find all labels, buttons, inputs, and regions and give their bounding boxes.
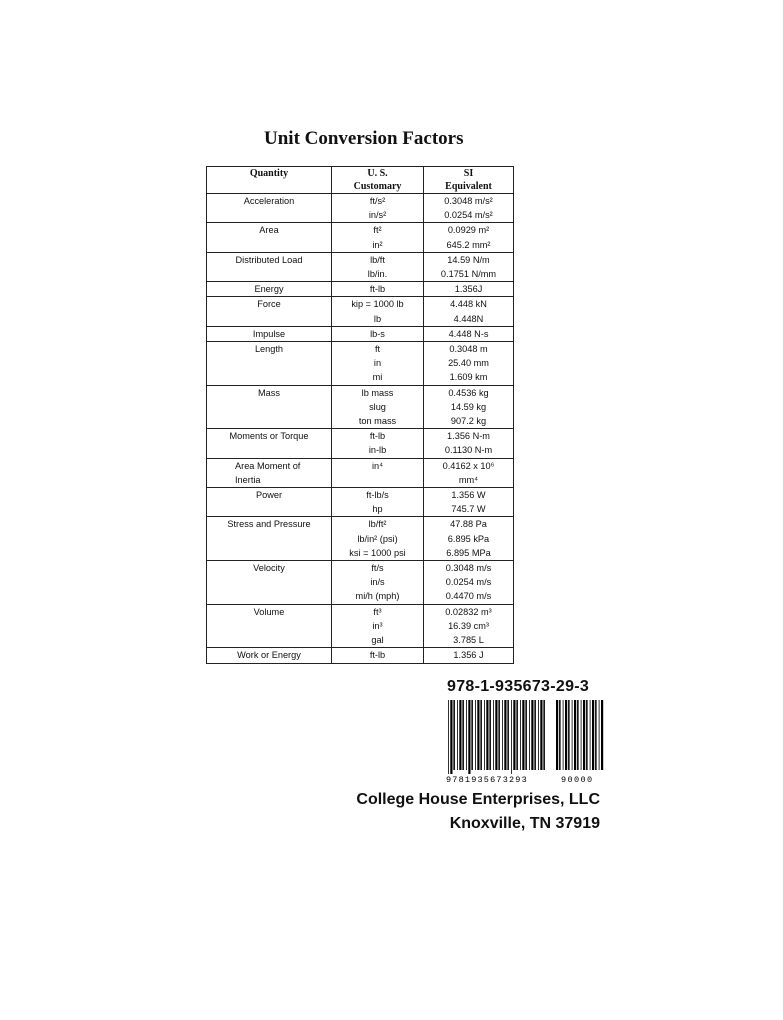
barcode-bar xyxy=(450,700,452,774)
header-us-line2: Customary xyxy=(353,181,402,192)
cell-us-customary-line: gal xyxy=(371,635,384,646)
cell-us-customary-line: ft-lb/s xyxy=(366,490,389,501)
cell-us-customary xyxy=(332,282,424,297)
cell-si-equivalent-line: 6.895 kPa xyxy=(447,533,490,544)
barcode-bar xyxy=(504,700,506,770)
cell-si-equivalent xyxy=(424,194,514,223)
cell-quantity-line: Stress and Pressure xyxy=(227,519,311,530)
barcode-bar xyxy=(516,700,518,770)
barcode-bar xyxy=(511,700,512,774)
table-row xyxy=(207,342,514,386)
barcode-bar xyxy=(495,700,497,770)
cell-us-customary xyxy=(332,648,424,663)
barcode-bar xyxy=(538,700,539,770)
cell-si-equivalent-line: 0.1751 N/mm xyxy=(440,269,497,280)
cell-us-customary-line: in-lb xyxy=(368,445,387,456)
cell-quantity-line: Inertia xyxy=(235,474,261,485)
barcode-digits-addon: 90000 xyxy=(561,775,594,784)
cell-us-customary-line: in² xyxy=(372,239,383,250)
cell-si-equivalent xyxy=(424,252,514,281)
barcode-bar xyxy=(574,700,576,770)
cell-quantity xyxy=(207,648,332,663)
cell-quantity-line: Area Moment of xyxy=(235,460,301,471)
barcode-bar xyxy=(581,700,582,770)
cell-us-customary-line: ft/s xyxy=(371,563,384,574)
cell-quantity xyxy=(207,604,332,648)
cell-si-equivalent xyxy=(424,561,514,605)
cell-quantity xyxy=(207,223,332,252)
header-si-line1: SI xyxy=(463,168,474,179)
table-row xyxy=(207,297,514,326)
barcode-bar xyxy=(457,700,458,770)
cell-us-customary-line: ft xyxy=(374,344,381,355)
cell-us-customary-line: lb/in² (psi) xyxy=(357,533,398,544)
barcode-bar xyxy=(453,700,455,770)
barcode-bar xyxy=(534,700,536,770)
barcode-bar xyxy=(592,700,594,770)
publisher-block xyxy=(355,788,600,836)
barcode-bar xyxy=(599,700,600,770)
cell-us-customary xyxy=(332,488,424,517)
cell-us-customary xyxy=(332,458,424,487)
cell-us-customary-line: lb-s xyxy=(370,328,385,339)
cell-si-equivalent-line: 4.448 N-s xyxy=(448,328,489,339)
barcode-bar xyxy=(601,700,603,770)
cell-us-customary-line: lb/in. xyxy=(367,269,388,280)
barcode-bar xyxy=(475,700,476,770)
cell-quantity-line: Work or Energy xyxy=(237,650,301,661)
table-row xyxy=(207,604,514,648)
table-row xyxy=(207,648,514,663)
cell-si-equivalent xyxy=(424,282,514,297)
cell-quantity-line: Acceleration xyxy=(243,196,295,206)
conversion-table xyxy=(206,166,514,664)
cell-us-customary-line: ton mass xyxy=(358,416,397,427)
cell-si-equivalent-line: 1.609 km xyxy=(449,372,488,383)
barcode-bar xyxy=(448,700,449,774)
barcode-bar xyxy=(565,700,567,770)
cell-quantity xyxy=(207,342,332,386)
barcode-bar xyxy=(462,700,464,770)
cell-si-equivalent-line: 1.356 N-m xyxy=(447,431,490,442)
barcode-bar xyxy=(563,700,564,770)
isbn-number: 978-1-935673-29-3 xyxy=(447,678,590,695)
barcode-bar xyxy=(595,700,597,770)
cell-us-customary-line: kip = 1000 lb xyxy=(351,299,404,310)
cell-si-equivalent-line: 4.448 kN xyxy=(450,299,487,310)
cell-us-customary-line: ft/s² xyxy=(369,196,386,206)
barcode-bar xyxy=(484,700,485,770)
cell-us-customary-line: ksi = 1000 psi xyxy=(349,547,406,558)
cell-quantity-line: Volume xyxy=(253,606,285,617)
cell-quantity xyxy=(207,385,332,429)
barcode-bar xyxy=(489,700,491,770)
barcode-bar xyxy=(543,700,545,770)
barcode-bars-addon xyxy=(556,700,603,770)
header-si-equivalent xyxy=(424,167,514,194)
barcode-bar xyxy=(540,700,542,770)
cell-quantity xyxy=(207,297,332,326)
cell-si-equivalent-line: 6.895 MPa xyxy=(446,547,491,558)
barcode-bar xyxy=(583,700,585,770)
cell-quantity xyxy=(207,561,332,605)
cell-us-customary-line: mi/h (mph) xyxy=(355,591,400,602)
cell-us-customary-line: ft-lb xyxy=(369,284,386,295)
cell-si-equivalent-line: 0.02832 m³ xyxy=(445,606,492,617)
header-us-line1: U. S. xyxy=(367,168,388,179)
table-row xyxy=(207,429,514,458)
header-us-customary xyxy=(332,167,424,194)
cell-si-equivalent-line: 1.356J xyxy=(454,284,483,295)
cell-si-equivalent xyxy=(424,385,514,429)
table-row xyxy=(207,488,514,517)
cell-si-equivalent-line: 25.40 mm xyxy=(448,358,489,369)
cell-us-customary-line: in/s xyxy=(370,577,385,588)
barcode-bar xyxy=(556,700,558,770)
cell-us-customary xyxy=(332,385,424,429)
cell-si-equivalent-line: 0.4536 kg xyxy=(448,387,489,398)
cell-si-equivalent xyxy=(424,517,514,561)
barcode-bar xyxy=(493,700,494,770)
cell-si-equivalent-line: 16.39 cm³ xyxy=(448,620,489,631)
barcode-bar xyxy=(502,700,503,770)
cell-us-customary-line: lb/ft² xyxy=(368,519,387,530)
barcode-bar xyxy=(477,700,479,770)
barcode-bar xyxy=(559,700,561,770)
barcode-bar xyxy=(480,700,482,770)
cell-us-customary-line: ft-lb xyxy=(369,431,386,442)
barcode-bar xyxy=(507,700,509,770)
cell-quantity xyxy=(207,458,332,487)
cell-si-equivalent-line: 0.0254 m/s xyxy=(445,577,492,588)
cell-si-equivalent-line: 1.356 J xyxy=(453,650,484,661)
cell-us-customary xyxy=(332,297,424,326)
cell-si-equivalent-line: 745.7 W xyxy=(451,504,486,515)
cell-us-customary-line: ft² xyxy=(373,225,382,236)
cell-us-customary-line: in⁴ xyxy=(371,460,384,471)
cell-si-equivalent-line: 907.2 kg xyxy=(450,416,487,427)
cell-quantity-line: Area xyxy=(259,225,279,236)
cell-si-equivalent xyxy=(424,604,514,648)
cell-si-equivalent-line: 14.59 kg xyxy=(450,401,487,412)
cell-quantity xyxy=(207,282,332,297)
cell-si-equivalent-line: 1.356 W xyxy=(451,490,486,501)
barcode-bar xyxy=(586,700,588,770)
cell-us-customary-line: in³ xyxy=(372,620,383,631)
table-row xyxy=(207,194,514,223)
cell-quantity-line: Moments or Torque xyxy=(229,431,309,442)
header-si-line2: Equivalent xyxy=(445,181,492,192)
cell-us-customary xyxy=(332,604,424,648)
cell-si-equivalent-line: 4.448N xyxy=(453,313,484,324)
cell-si-equivalent-line: 0.4470 m/s xyxy=(445,591,492,602)
barcode-bar xyxy=(466,700,467,770)
cell-quantity xyxy=(207,326,332,341)
cell-si-equivalent-line: 14.59 N/m xyxy=(447,254,490,265)
cell-quantity-line: Velocity xyxy=(253,563,285,574)
cell-quantity-line: Energy xyxy=(254,284,284,295)
cell-us-customary xyxy=(332,223,424,252)
table-row xyxy=(207,385,514,429)
cell-si-equivalent xyxy=(424,648,514,663)
cell-us-customary-line: lb xyxy=(373,313,382,324)
cell-si-equivalent-line: 0.0929 m² xyxy=(447,225,490,236)
cell-us-customary-line: lb/ft xyxy=(370,254,385,265)
table-row xyxy=(207,282,514,297)
cell-us-customary xyxy=(332,326,424,341)
cell-si-equivalent-line: 0.0254 m/s² xyxy=(444,210,493,221)
cell-si-equivalent-line: 3.785 L xyxy=(453,635,484,646)
cell-quantity-line: Impulse xyxy=(252,328,286,339)
barcode-bar xyxy=(520,700,521,770)
cell-si-equivalent xyxy=(424,458,514,487)
barcode-digits-main: 9781935673293 xyxy=(446,775,528,784)
cell-us-customary-line: ft³ xyxy=(373,606,382,617)
barcode-bar xyxy=(568,700,570,770)
cell-quantity xyxy=(207,517,332,561)
page-title: Unit Conversion Factors xyxy=(264,128,464,149)
cell-si-equivalent-line: mm⁴ xyxy=(458,474,479,485)
cell-us-customary-line: ft-lb xyxy=(369,650,386,661)
cell-si-equivalent-line: 645.2 mm² xyxy=(446,239,491,250)
barcode-bar xyxy=(459,700,461,770)
cell-us-customary xyxy=(332,517,424,561)
barcode-bar xyxy=(471,700,473,770)
barcode-bar xyxy=(525,700,527,770)
barcode-bars-main xyxy=(448,700,545,774)
cell-us-customary xyxy=(332,429,424,458)
barcode-bar xyxy=(572,700,573,770)
cell-quantity-line: Distributed Load xyxy=(235,254,303,265)
barcode-bar xyxy=(486,700,488,770)
cell-si-equivalent xyxy=(424,326,514,341)
cell-quantity-line: Mass xyxy=(258,387,280,398)
barcode-bar xyxy=(590,700,591,770)
table-header-row xyxy=(207,167,514,194)
cell-si-equivalent xyxy=(424,488,514,517)
publisher-name: College House Enterprises, LLC xyxy=(356,791,600,808)
cell-us-customary-line: slug xyxy=(369,401,386,412)
barcode-bar xyxy=(522,700,524,770)
cell-si-equivalent-line: 0.3048 m/s xyxy=(445,563,492,574)
cell-si-equivalent-line: 47.88 Pa xyxy=(450,519,487,530)
table-row xyxy=(207,561,514,605)
barcode-bar xyxy=(577,700,579,770)
table-row xyxy=(207,252,514,281)
barcode-bar xyxy=(529,700,530,770)
cell-si-equivalent-line: 0.1130 N-m xyxy=(444,445,493,456)
table-row xyxy=(207,223,514,252)
barcode-bar xyxy=(468,700,470,774)
cell-us-customary xyxy=(332,561,424,605)
cell-us-customary xyxy=(332,252,424,281)
cell-quantity xyxy=(207,429,332,458)
table-row xyxy=(207,458,514,487)
cell-quantity-line: Length xyxy=(254,344,284,355)
cell-us-customary-line: in/s² xyxy=(368,210,387,221)
cell-quantity xyxy=(207,488,332,517)
cell-us-customary-line: mi xyxy=(372,372,383,383)
barcode-bar xyxy=(513,700,515,770)
cell-us-customary xyxy=(332,194,424,223)
table-row xyxy=(207,326,514,341)
cell-si-equivalent xyxy=(424,297,514,326)
cell-quantity xyxy=(207,194,332,223)
cell-us-customary-line: in xyxy=(373,358,382,369)
cell-si-equivalent-line: 0.3048 m xyxy=(449,344,488,355)
cell-si-equivalent-line: 0.3048 m/s² xyxy=(444,196,493,206)
cell-si-equivalent-line: 0.4162 x 10⁶ xyxy=(442,460,495,471)
barcode-bar xyxy=(531,700,533,770)
header-quantity: Quantity xyxy=(207,167,332,194)
cell-quantity xyxy=(207,252,332,281)
publisher-location: Knoxville, TN 37919 xyxy=(449,815,600,832)
cell-us-customary-line: lb mass xyxy=(361,387,394,398)
table-row xyxy=(207,517,514,561)
cell-si-equivalent xyxy=(424,429,514,458)
cell-quantity-line: Power xyxy=(255,490,283,501)
barcode-bar xyxy=(498,700,500,770)
cell-us-customary-line: hp xyxy=(372,504,383,515)
cell-si-equivalent xyxy=(424,342,514,386)
isbn-barcode xyxy=(446,700,606,784)
cell-quantity-line: Force xyxy=(257,299,281,310)
cell-si-equivalent xyxy=(424,223,514,252)
cell-us-customary xyxy=(332,342,424,386)
